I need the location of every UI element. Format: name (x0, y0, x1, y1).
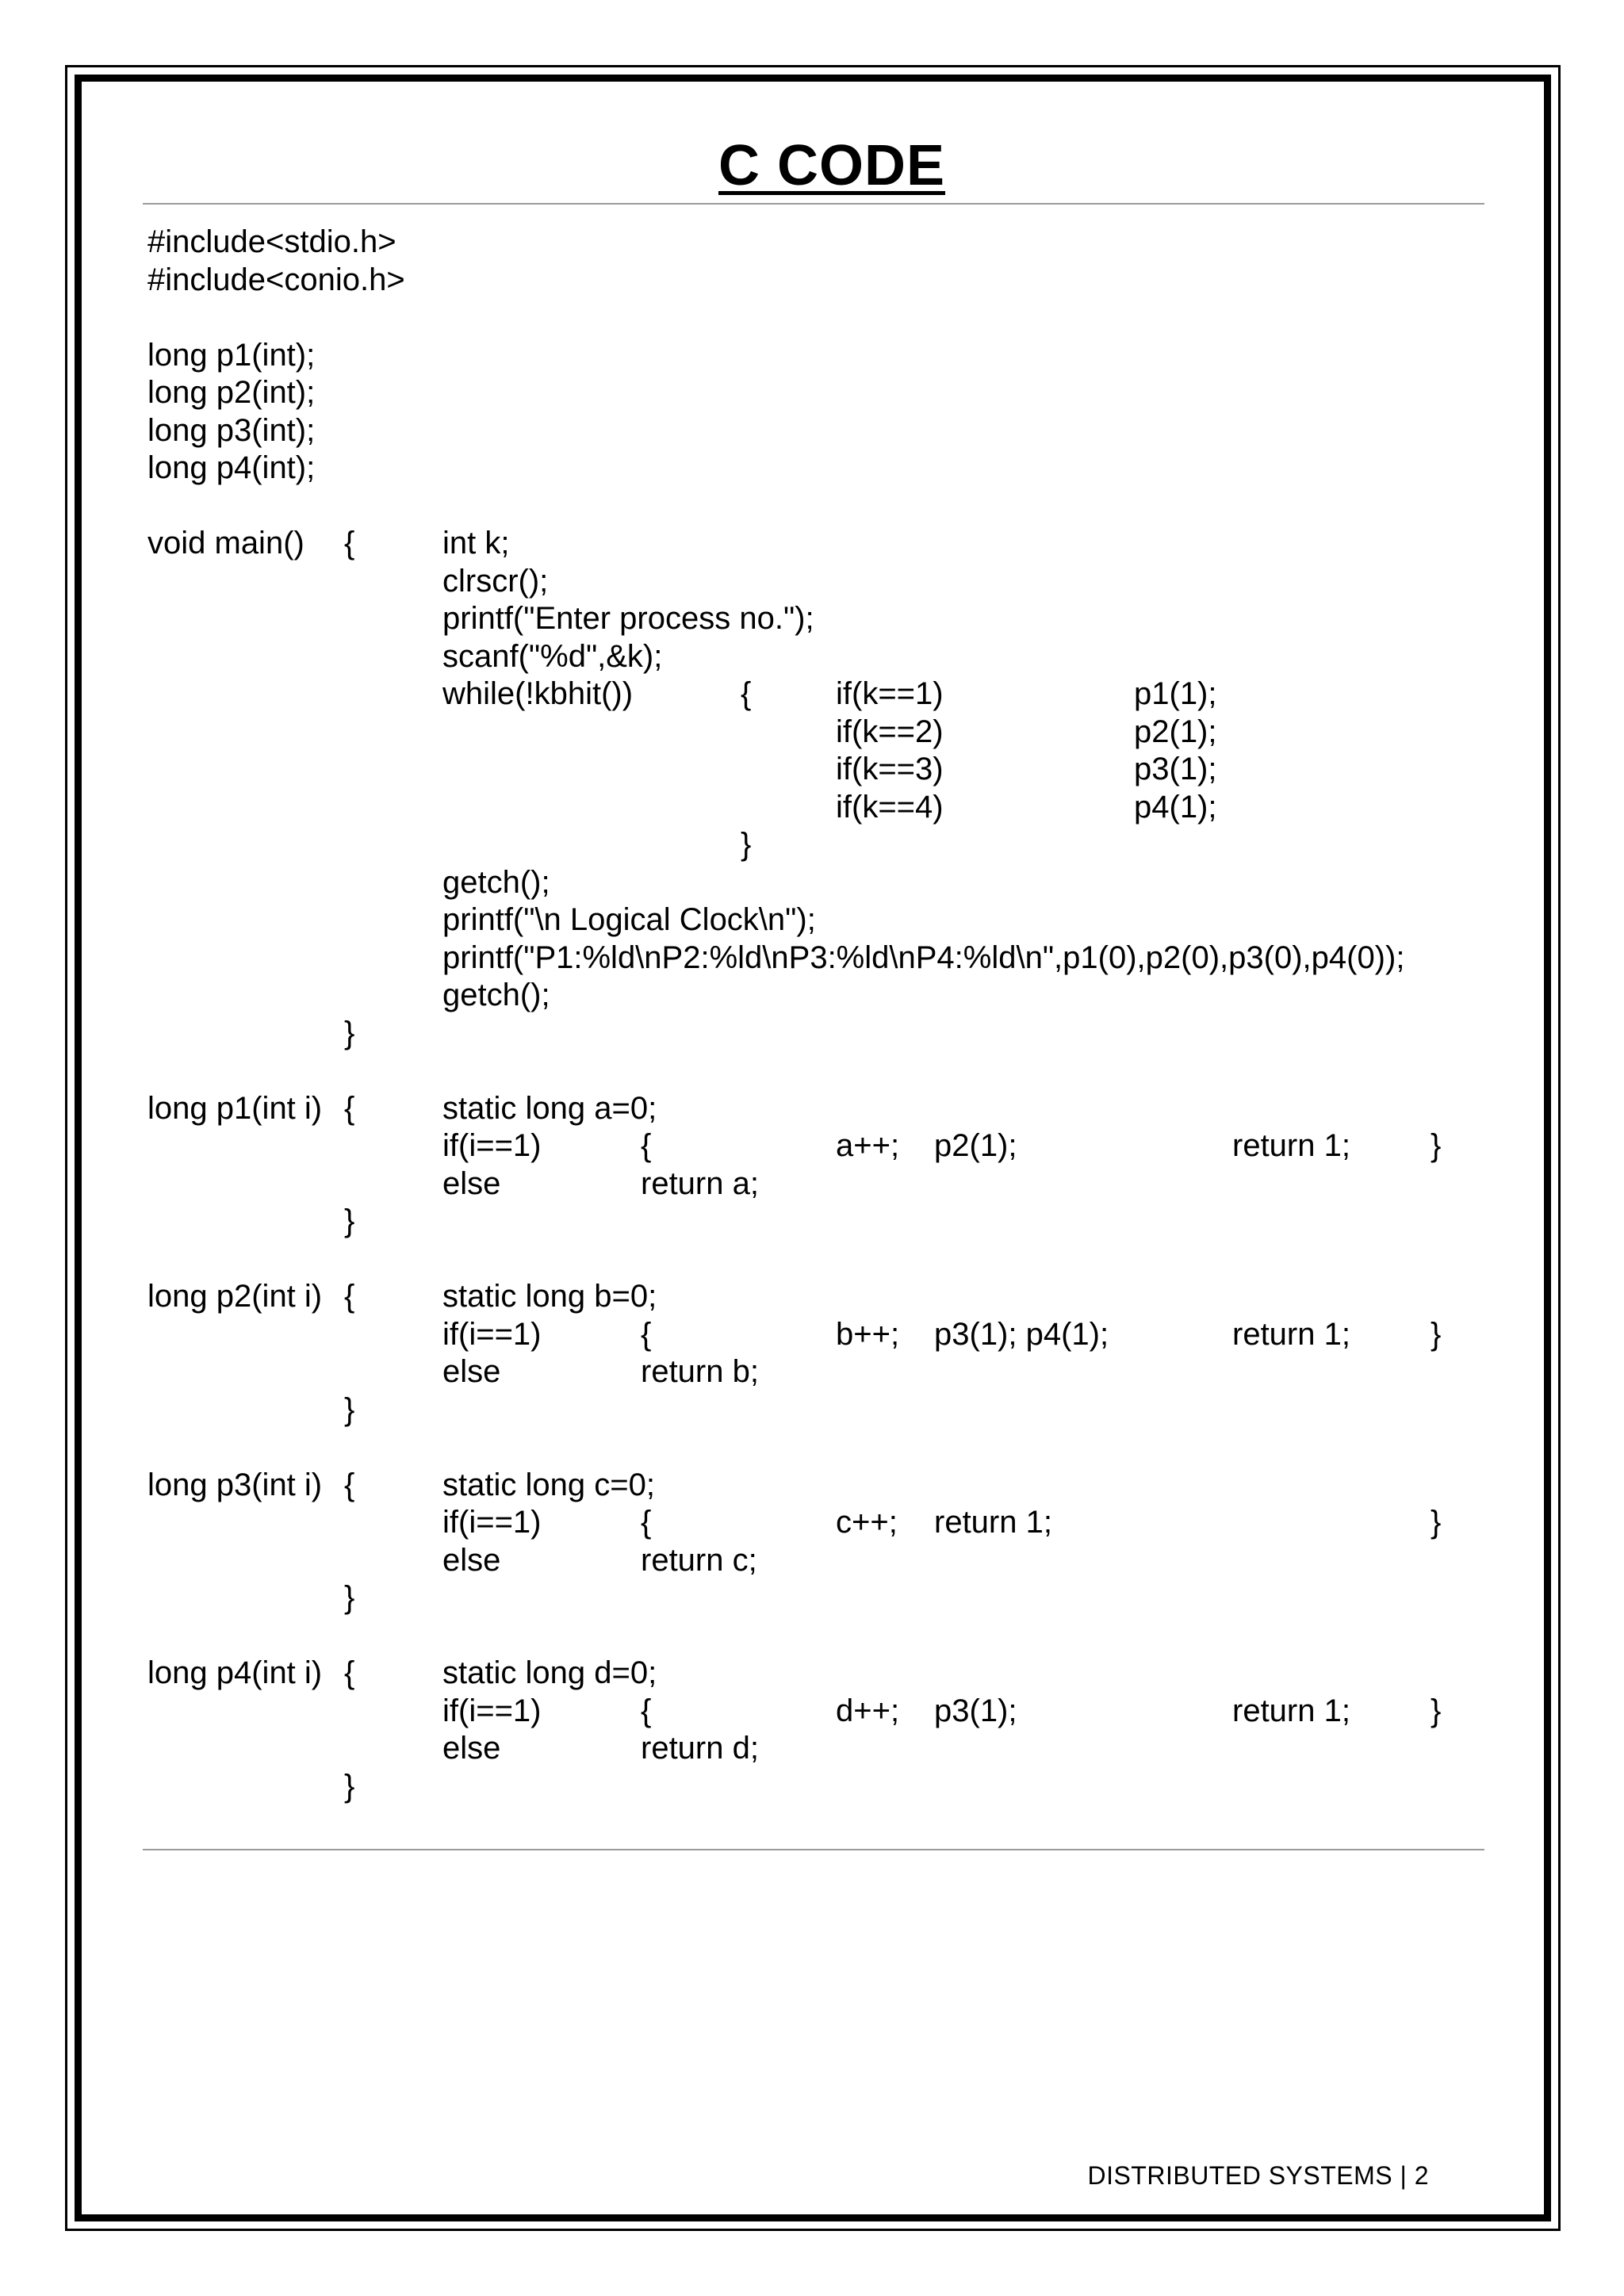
code-token: p4(1); (1134, 789, 1217, 825)
code-token: getch(); (442, 864, 550, 900)
code-token: if(k==3) (836, 752, 944, 786)
code-token: } (1431, 1316, 1442, 1352)
code-token: long p2(int i) (147, 1279, 323, 1314)
code-token: long p4(int i) (147, 1655, 323, 1690)
code-token: return 1; (1232, 1316, 1350, 1352)
code-token: { (641, 1693, 652, 1728)
code-token: printf("P1:%ld\nP2:%ld\nP3:%ld\nP4:%ld\n",p1(0),p2(0),p3(0),p4(0)); (442, 939, 1405, 975)
code-token: } (1431, 1128, 1442, 1163)
code-token: { (641, 1505, 652, 1540)
code-token: b++; (836, 1316, 900, 1352)
code-token: { (344, 1090, 355, 1126)
code-token: return b; (641, 1354, 759, 1389)
code-token: } (741, 827, 752, 862)
code-token: return 1; (934, 1505, 1052, 1540)
code-token: { (741, 676, 752, 711)
code-token: static long a=0; (442, 1090, 657, 1126)
code-token: d++; (836, 1693, 900, 1728)
code-token: } (344, 1391, 355, 1427)
code-token: return d; (641, 1731, 759, 1766)
code-token: void main() (147, 526, 304, 561)
code-token: } (1431, 1693, 1442, 1728)
code-token: { (344, 526, 355, 561)
code-token: else (442, 1542, 501, 1578)
code-token: c++; (836, 1505, 898, 1540)
code-token: long p1(int i) (147, 1090, 323, 1126)
code-token: static long b=0; (442, 1279, 657, 1314)
code-token: if(i==1) (442, 1693, 542, 1728)
code-token: a++; (836, 1128, 900, 1163)
code-token: long p1(int); (147, 337, 316, 373)
page-footer: DISTRIBUTED SYSTEMS | 2 (1087, 2161, 1429, 2190)
code-token: clrscr(); (442, 563, 549, 599)
code-token: int k; (442, 526, 510, 561)
code-token: scanf("%d",&k); (442, 638, 663, 674)
code-token: if(k==1) (836, 676, 944, 711)
code-token: } (344, 1580, 355, 1615)
code-token: { (344, 1655, 355, 1690)
code-token: if(i==1) (442, 1128, 542, 1163)
code-token: return c; (641, 1542, 757, 1578)
code-token: static long c=0; (442, 1467, 655, 1502)
code-token: } (344, 1203, 355, 1238)
code-token: { (641, 1316, 652, 1352)
page-title: C CODE (718, 134, 946, 197)
code-token: else (442, 1731, 501, 1766)
code-token: { (344, 1467, 355, 1502)
code-token: } (1431, 1505, 1442, 1540)
code-token: printf("Enter process no."); (442, 601, 814, 636)
code-token: p2(1); (934, 1128, 1017, 1163)
code-token: printf("\n Logical Clock\n"); (442, 902, 816, 937)
code-token: long p4(int); (147, 450, 316, 485)
code-token: p3(1); (934, 1693, 1017, 1728)
code-token: if(k==2) (836, 714, 944, 749)
code-token: p2(1); (1134, 714, 1217, 749)
title-divider (143, 203, 1484, 205)
code-token: { (344, 1279, 355, 1314)
code-token: if(i==1) (442, 1505, 542, 1540)
code-token: getch(); (442, 978, 550, 1012)
code-token: else (442, 1354, 501, 1389)
code-token: static long d=0; (442, 1655, 657, 1690)
code-token: long p2(int); (147, 375, 316, 410)
code-token: else (442, 1165, 501, 1201)
code-token: while(!kbhit()) (442, 676, 634, 711)
code-token: p3(1); (1134, 752, 1217, 786)
code-token: p1(1); (1134, 676, 1217, 711)
code-token: } (344, 1768, 355, 1804)
code-token: { (641, 1128, 652, 1163)
code-token: #include<conio.h> (147, 262, 405, 297)
code-token: long p3(int); (147, 412, 316, 448)
code-token: return 1; (1232, 1693, 1350, 1728)
code-token: } (344, 1015, 355, 1050)
code-token: long p3(int i) (147, 1467, 323, 1502)
code-token: if(i==1) (442, 1316, 542, 1352)
code-token: p3(1); p4(1); (934, 1316, 1109, 1352)
code-token: return 1; (1232, 1128, 1350, 1163)
code-token: #include<stdio.h> (147, 224, 396, 259)
code-token: return a; (641, 1165, 759, 1201)
code-token: if(k==4) (836, 789, 944, 825)
bottom-divider (143, 1849, 1484, 1850)
